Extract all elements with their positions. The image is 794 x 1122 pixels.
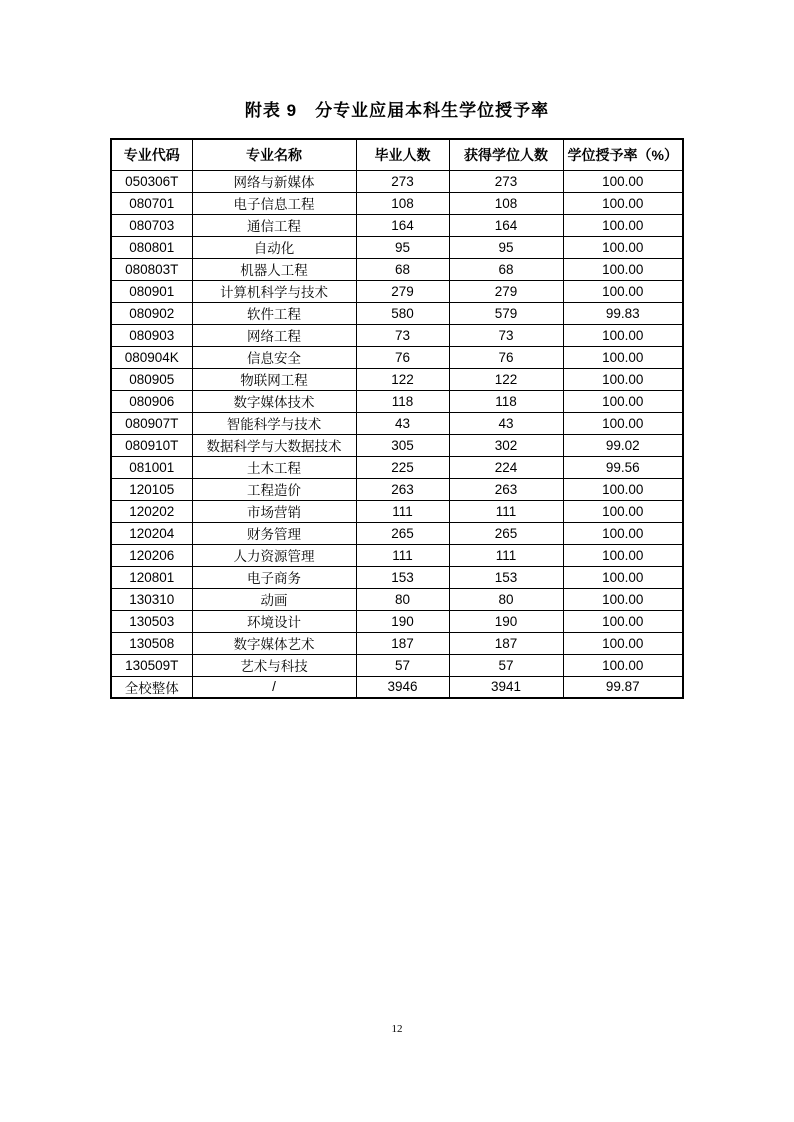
col-header-major-code: 专业代码 — [111, 139, 192, 170]
table-row — [111, 522, 683, 544]
cell-degree-award-rate: 100.00 — [563, 346, 683, 368]
cell-degrees-awarded-count: 111 — [449, 544, 563, 566]
cell-degree-award-rate: 99.83 — [563, 302, 683, 324]
cell-major-code: 080906 — [111, 390, 192, 412]
cell-major-name: 艺术与科技 — [192, 654, 356, 676]
cell-major-name: 机器人工程 — [192, 258, 356, 280]
cell-major-code: 120801 — [111, 566, 192, 588]
cell-major-name: 数字媒体艺术 — [192, 632, 356, 654]
cell-major-name: 通信工程 — [192, 214, 356, 236]
cell-degree-award-rate: 100.00 — [563, 214, 683, 236]
cell-graduates-count: 95 — [356, 236, 449, 258]
cell-major-code: 120105 — [111, 478, 192, 500]
cell-graduates-count: 108 — [356, 192, 449, 214]
cell-degree-award-rate: 100.00 — [563, 522, 683, 544]
cell-graduates-count: 305 — [356, 434, 449, 456]
cell-major-name: 动画 — [192, 588, 356, 610]
cell-major-code: 050306T — [111, 170, 192, 192]
cell-graduates-count: 164 — [356, 214, 449, 236]
cell-graduates-count: 80 — [356, 588, 449, 610]
cell-degree-award-rate: 100.00 — [563, 390, 683, 412]
cell-major-name: 网络与新媒体 — [192, 170, 356, 192]
cell-degrees-awarded-count: 80 — [449, 588, 563, 610]
cell-degrees-awarded-count: 57 — [449, 654, 563, 676]
table-row — [111, 566, 683, 588]
cell-major-name: 信息安全 — [192, 346, 356, 368]
cell-major-name: 市场营销 — [192, 500, 356, 522]
cell-degree-award-rate: 99.87 — [563, 676, 683, 698]
cell-degrees-awarded-count: 73 — [449, 324, 563, 346]
cell-major-name: 数据科学与大数据技术 — [192, 434, 356, 456]
cell-major-name: 自动化 — [192, 236, 356, 258]
table-row — [111, 412, 683, 434]
cell-degree-award-rate: 100.00 — [563, 236, 683, 258]
cell-graduates-count: 580 — [356, 302, 449, 324]
cell-degrees-awarded-count: 3941 — [449, 676, 563, 698]
cell-degree-award-rate: 100.00 — [563, 500, 683, 522]
cell-degree-award-rate: 100.00 — [563, 258, 683, 280]
table-row — [111, 654, 683, 676]
cell-degree-award-rate: 100.00 — [563, 610, 683, 632]
table-row — [111, 324, 683, 346]
table-row — [111, 258, 683, 280]
cell-graduates-count: 225 — [356, 456, 449, 478]
cell-degree-award-rate: 100.00 — [563, 544, 683, 566]
col-header-degrees-awarded-count: 获得学位人数 — [449, 139, 563, 170]
cell-degrees-awarded-count: 118 — [449, 390, 563, 412]
cell-major-code: 全校整体 — [111, 676, 192, 698]
table-row — [111, 302, 683, 324]
cell-degree-award-rate: 100.00 — [563, 654, 683, 676]
cell-degree-award-rate: 100.00 — [563, 192, 683, 214]
table-row — [111, 676, 683, 698]
cell-major-code: 120202 — [111, 500, 192, 522]
cell-degrees-awarded-count: 68 — [449, 258, 563, 280]
table-row — [111, 170, 683, 192]
cell-major-code: 080903 — [111, 324, 192, 346]
cell-graduates-count: 265 — [356, 522, 449, 544]
cell-major-name: 计算机科学与技术 — [192, 280, 356, 302]
cell-major-name: 电子信息工程 — [192, 192, 356, 214]
cell-major-code: 080803T — [111, 258, 192, 280]
table-row — [111, 500, 683, 522]
cell-major-code: 080902 — [111, 302, 192, 324]
cell-degree-award-rate: 100.00 — [563, 324, 683, 346]
table-row — [111, 588, 683, 610]
cell-degree-award-rate: 100.00 — [563, 368, 683, 390]
cell-degrees-awarded-count: 279 — [449, 280, 563, 302]
table-row — [111, 280, 683, 302]
cell-major-code: 081001 — [111, 456, 192, 478]
degree-award-rate-table — [110, 138, 684, 699]
cell-major-code: 080901 — [111, 280, 192, 302]
table-row — [111, 192, 683, 214]
cell-major-name: 工程造价 — [192, 478, 356, 500]
cell-graduates-count: 273 — [356, 170, 449, 192]
cell-degree-award-rate: 100.00 — [563, 280, 683, 302]
col-header-major-name: 专业名称 — [192, 139, 356, 170]
cell-graduates-count: 57 — [356, 654, 449, 676]
cell-graduates-count: 187 — [356, 632, 449, 654]
cell-degrees-awarded-count: 95 — [449, 236, 563, 258]
table-row — [111, 368, 683, 390]
table-row — [111, 478, 683, 500]
cell-degree-award-rate: 99.56 — [563, 456, 683, 478]
table-row — [111, 544, 683, 566]
cell-degrees-awarded-count: 579 — [449, 302, 563, 324]
cell-graduates-count: 122 — [356, 368, 449, 390]
table-row — [111, 390, 683, 412]
cell-major-code: 130503 — [111, 610, 192, 632]
cell-major-name: 财务管理 — [192, 522, 356, 544]
cell-major-code: 130508 — [111, 632, 192, 654]
cell-major-code: 080904K — [111, 346, 192, 368]
cell-graduates-count: 3946 — [356, 676, 449, 698]
table-row — [111, 632, 683, 654]
cell-major-name: 电子商务 — [192, 566, 356, 588]
cell-degrees-awarded-count: 190 — [449, 610, 563, 632]
cell-major-code: 130310 — [111, 588, 192, 610]
cell-degree-award-rate: 100.00 — [563, 632, 683, 654]
cell-major-name: 网络工程 — [192, 324, 356, 346]
cell-degrees-awarded-count: 76 — [449, 346, 563, 368]
cell-graduates-count: 263 — [356, 478, 449, 500]
cell-graduates-count: 111 — [356, 544, 449, 566]
cell-major-code: 080701 — [111, 192, 192, 214]
cell-graduates-count: 111 — [356, 500, 449, 522]
cell-degrees-awarded-count: 187 — [449, 632, 563, 654]
cell-degrees-awarded-count: 153 — [449, 566, 563, 588]
cell-degrees-awarded-count: 164 — [449, 214, 563, 236]
cell-major-code: 080907T — [111, 412, 192, 434]
cell-degree-award-rate: 100.00 — [563, 588, 683, 610]
table-row — [111, 610, 683, 632]
table-row — [111, 236, 683, 258]
table-row — [111, 214, 683, 236]
cell-degrees-awarded-count: 302 — [449, 434, 563, 456]
table-row — [111, 346, 683, 368]
col-header-graduates-count: 毕业人数 — [356, 139, 449, 170]
cell-degrees-awarded-count: 122 — [449, 368, 563, 390]
cell-major-name: / — [192, 676, 356, 698]
cell-graduates-count: 190 — [356, 610, 449, 632]
table-body — [111, 170, 683, 698]
col-header-degree-award-rate: 学位授予率（%） — [563, 139, 683, 170]
table-row — [111, 456, 683, 478]
cell-degrees-awarded-count: 224 — [449, 456, 563, 478]
cell-graduates-count: 118 — [356, 390, 449, 412]
cell-degrees-awarded-count: 265 — [449, 522, 563, 544]
cell-degrees-awarded-count: 273 — [449, 170, 563, 192]
table-header-row — [111, 139, 683, 170]
cell-graduates-count: 73 — [356, 324, 449, 346]
cell-degree-award-rate: 100.00 — [563, 412, 683, 434]
cell-major-name: 数字媒体技术 — [192, 390, 356, 412]
cell-graduates-count: 76 — [356, 346, 449, 368]
cell-major-code: 080703 — [111, 214, 192, 236]
cell-major-name: 环境设计 — [192, 610, 356, 632]
cell-major-name: 智能科学与技术 — [192, 412, 356, 434]
cell-degrees-awarded-count: 108 — [449, 192, 563, 214]
table-row — [111, 434, 683, 456]
cell-major-name: 土木工程 — [192, 456, 356, 478]
cell-major-code: 130509T — [111, 654, 192, 676]
cell-degrees-awarded-count: 263 — [449, 478, 563, 500]
cell-major-code: 080905 — [111, 368, 192, 390]
cell-degree-award-rate: 100.00 — [563, 566, 683, 588]
cell-degrees-awarded-count: 111 — [449, 500, 563, 522]
cell-graduates-count: 153 — [356, 566, 449, 588]
cell-major-code: 120204 — [111, 522, 192, 544]
cell-major-name: 物联网工程 — [192, 368, 356, 390]
cell-major-code: 080801 — [111, 236, 192, 258]
cell-major-code: 120206 — [111, 544, 192, 566]
cell-major-name: 人力资源管理 — [192, 544, 356, 566]
cell-degree-award-rate: 99.02 — [563, 434, 683, 456]
page-title: 附表 9 分专业应届本科生学位授予率 — [244, 101, 550, 120]
cell-graduates-count: 68 — [356, 258, 449, 280]
cell-major-name: 软件工程 — [192, 302, 356, 324]
cell-graduates-count: 279 — [356, 280, 449, 302]
cell-major-code: 080910T — [111, 434, 192, 456]
cell-degree-award-rate: 100.00 — [563, 478, 683, 500]
cell-degrees-awarded-count: 43 — [449, 412, 563, 434]
cell-degree-award-rate: 100.00 — [563, 170, 683, 192]
cell-graduates-count: 43 — [356, 412, 449, 434]
page-number: 12 — [391, 1023, 403, 1035]
